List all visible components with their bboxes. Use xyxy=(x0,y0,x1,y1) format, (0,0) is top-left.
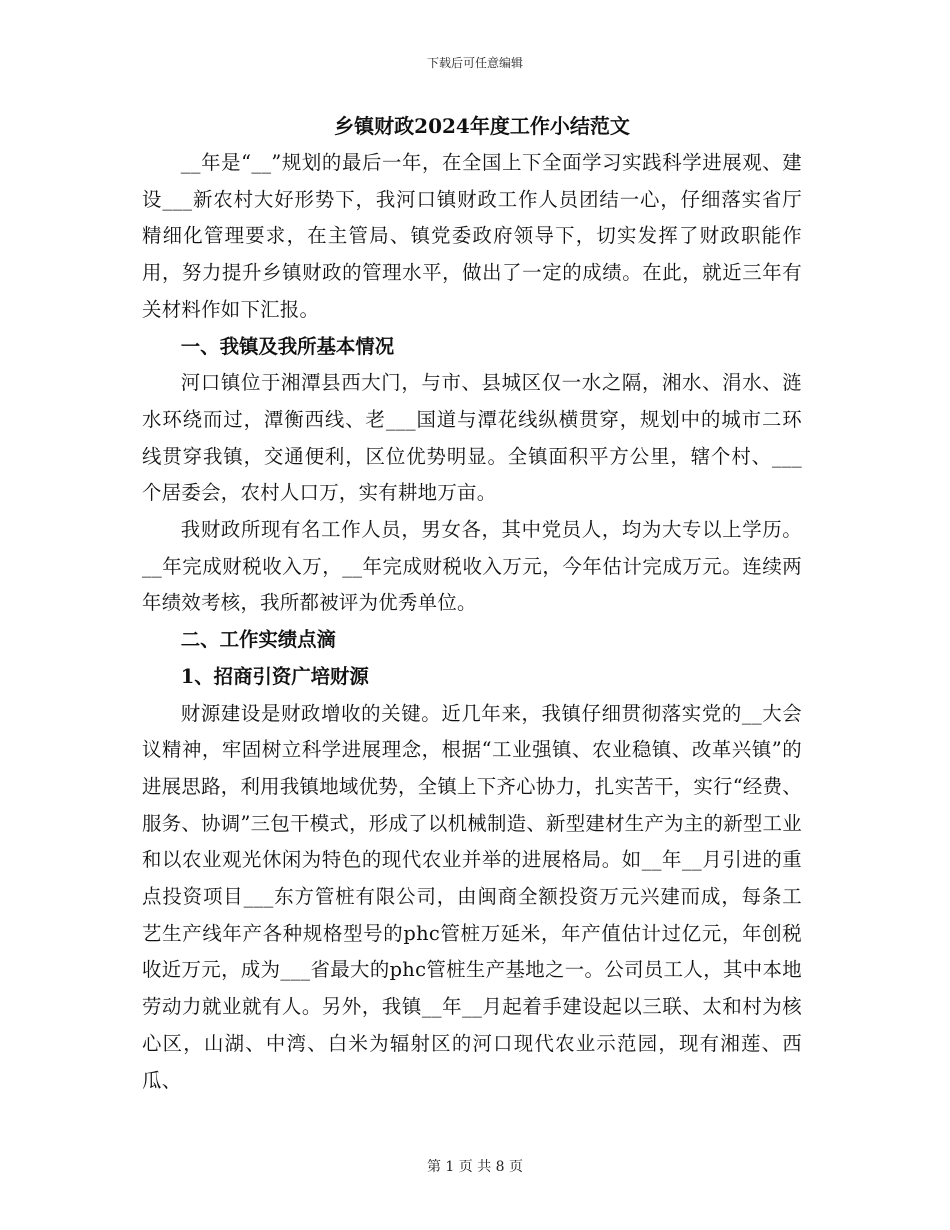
basic-info-paragraph-office: 我财政所现有名工作人员，男女各，其中党员人，均为大专以上学历。__年完成财税收入万，__年完成财税收入万元，今年估计完成万元。连续两年绩效考核，我所都被评为优秀单位。 xyxy=(142,518,802,615)
page-header-note: 下载后可任意编辑 xyxy=(426,56,523,70)
section-heading-basic-info: 一、我镇及我所基本情况 xyxy=(180,334,395,358)
page-number-footer: 第 1 页 共 8 页 xyxy=(426,1159,524,1175)
investment-paragraph: 财源建设是财政增收的关键。近几年来，我镇仔细贯彻落实党的__大会议精神，牢固树立科学进展理念，根据“工业强镇、农业稳镇、改革兴镇”的进展思路，利用我镇地域优势，全镇上下齐心协力，扎实苦干，实行“经费、服务、协调”三包干模式，形成了以机械制造、新型建材生产为主的新型工业和以农业观光休闲为特色的现代农业并举的进展格局。如__年__月引进的重点投资项目___东方管桩有限公司，由闽商全额投资万元兴建而成，每条工艺生产线年产各种规格型号的phc管桩万延米，年产值估计过亿元，年创税收近万元，成为___省最大的phc管桩生产基地之一。公司员工人，其中本地劳动力就业就有人。另外，我镇__年__月起着手建设起以三联、太和村为核心区，山湖、中湾、白米为辐射区的河口现代农业示范园，现有湘莲、西瓜、 xyxy=(142,701,803,1092)
intro-paragraph: __年是“__”规划的最后一年，在全国上下全面学习实践科学进展观、建设___新农村大好形势下，我河口镇财政工作人员团结一心，仔细落实省厅精细化管理要求，在主管局、镇党委政府领导下，切实发挥了财政职能作用，努力提升乡镇财政的管理水平，做出了一定的成绩。在此，就近三年有关材料作如下汇报。 xyxy=(142,151,802,321)
document-title: 乡镇财政2024年度工作小结范文 xyxy=(334,114,630,138)
section-heading-achievements: 二、工作实绩点滴 xyxy=(180,628,336,652)
subsection-heading-investment: 1、招商引资广培财源 xyxy=(180,664,369,688)
basic-info-paragraph-town: 河口镇位于湘潭县西大门，与市、县城区仅一水之隔，湘水、涓水、涟水环绕而过，潭衡西线、老___国道与潭花线纵横贯穿，规划中的城市二环线贯穿我镇，交通便利，区位优势明显。全镇面积平方公里，辖个村、___个居委会，农村人口万，实有耕地万亩。 xyxy=(142,371,802,505)
document-body xyxy=(142,108,802,1099)
